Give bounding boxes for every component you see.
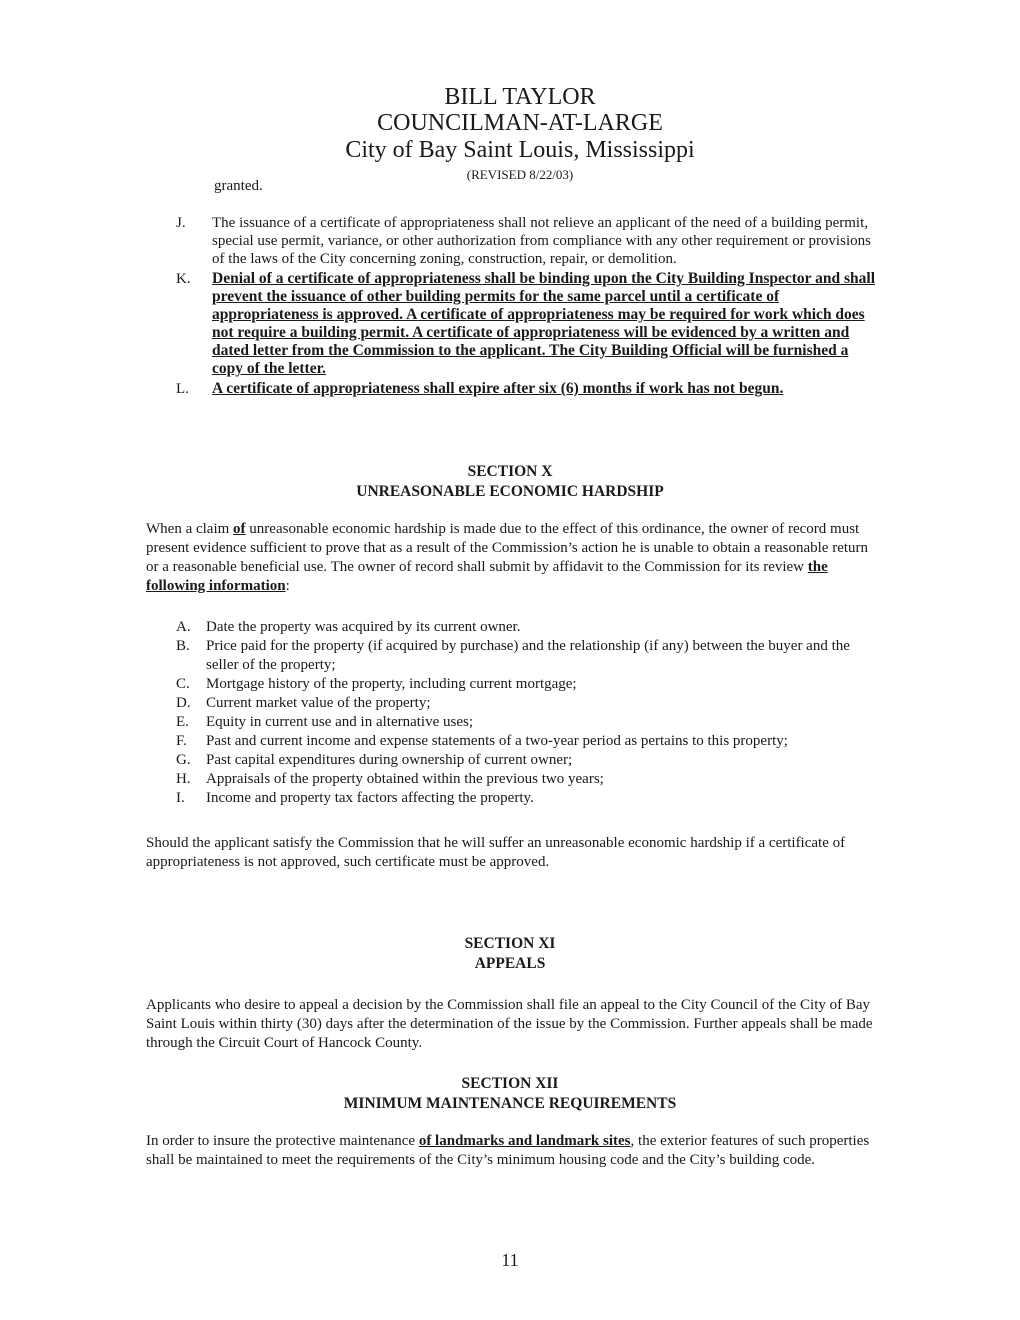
item-text: Denial of a certificate of appropriateness shall be binding upon the City Building Inspector and shall prevent the issuance of other building permits for the same parcel until a certificate of appropriateness is approved. A certificate of appropriateness may be required for work which does not require a building permit. A certificate of appropriateness will be evidenced by a written and dated letter from the Commission to the applicant. The City Building Official will be furnished a copy of the letter. — [212, 270, 875, 377]
section-xi-heading: SECTION XI — [464, 935, 556, 952]
list-letter: D. — [176, 695, 191, 711]
list-letter: C. — [176, 676, 190, 692]
intro-emphasis: the following information — [146, 559, 828, 594]
list-item — [176, 618, 876, 637]
list-item — [176, 675, 876, 694]
item-k — [176, 270, 876, 378]
list-item — [176, 751, 876, 770]
list-text: Income and property tax factors affecting the property. — [206, 790, 534, 806]
item-l — [176, 380, 876, 398]
page-number: 11 — [501, 1250, 519, 1270]
hardship-list — [176, 618, 876, 808]
intro-of: of — [233, 521, 246, 537]
section-x-intro — [146, 520, 876, 596]
list-letter: E. — [176, 714, 189, 730]
section-xii-text — [146, 1132, 876, 1170]
item-text: The issuance of a certificate of appropriateness shall not relieve an applicant of the need of a building permit, special use permit, variance, or other authorization from compliance with any other requirement or provisions of the laws of the City concerning zoning, construction, repair, or demolition. — [212, 215, 871, 267]
section-x-subheading: UNREASONABLE ECONOMIC HARDSHIP — [356, 483, 664, 500]
list-item — [176, 694, 876, 713]
city-name: City of Bay Saint Louis, Mississippi — [345, 137, 695, 163]
list-letter: I. — [176, 790, 185, 806]
list-item — [176, 789, 876, 808]
councilman-name: BILL TAYLOR — [444, 84, 596, 110]
list-letter: G. — [176, 752, 191, 768]
list-item — [176, 637, 876, 675]
list-text: Date the property was acquired by its current owner. — [206, 619, 521, 635]
section-x-heading: SECTION X — [467, 463, 553, 480]
letterhead — [300, 84, 740, 184]
item-j — [176, 214, 876, 268]
list-letter: B. — [176, 638, 190, 654]
section-x-closing: Should the applicant satisfy the Commission that he will suffer an unreasonable economic hardship if a certificate of appropriateness is not approved, such certificate must be approved. — [146, 835, 846, 870]
section-xi-subheading: APPEALS — [474, 955, 546, 972]
maintenance-emphasis: of landmarks and landmark sites — [418, 1133, 631, 1149]
list-text: Mortgage history of the property, including current mortgage; — [206, 676, 577, 692]
list-item — [176, 732, 876, 751]
list-letter: A. — [176, 619, 191, 635]
maintenance-text-2: , the exterior features of such properties shall be maintained to meet the requirements of the City’s minimum housing code and the City’s building code. — [146, 1133, 870, 1168]
continuation-text: granted. — [214, 178, 263, 194]
revision-date: (REVISED 8/22/03) — [466, 167, 574, 182]
item-letter: L. — [176, 381, 189, 397]
intro-text: When a claim — [146, 521, 234, 537]
item-letter: J. — [176, 215, 186, 231]
list-text: Past capital expenditures during ownership of current owner; — [206, 752, 573, 768]
section-xi-text: Applicants who desire to appeal a decision by the Commission shall file an appeal to the City Council of the City of Bay Saint Louis within thirty (30) days after the determination of the issue by the Commission. Further appeals shall be made through the Circuit Court of Hancock County. — [146, 997, 873, 1051]
section-xii-heading: SECTION XII — [461, 1075, 559, 1092]
intro-end: : — [285, 578, 290, 594]
list-text: Equity in current use and in alternative uses; — [206, 714, 474, 730]
item-text: A certificate of appropriateness shall expire after six (6) months if work has not begun. — [212, 380, 784, 397]
list-text: Current market value of the property; — [206, 695, 431, 711]
list-text: Appraisals of the property obtained within the previous two years; — [206, 771, 604, 787]
section-xii-subheading: MINIMUM MAINTENANCE REQUIREMENTS — [343, 1095, 677, 1112]
intro-text-2: unreasonable economic hardship is made due to the effect of this ordinance, the owner of record must present evidence sufficient to prove that as a result of the Commission’s action he is unable to obtain a reasonable return or a reasonable beneficial use. The owner of record shall submit by affidavit to the Commission for its review — [146, 521, 869, 575]
section-items — [176, 214, 876, 400]
list-letter: H. — [176, 771, 191, 787]
list-item — [176, 770, 876, 789]
councilman-title: COUNCILMAN-AT-LARGE — [377, 110, 663, 136]
maintenance-text: In order to insure the protective maintenance — [146, 1133, 419, 1149]
item-letter: K. — [176, 271, 191, 287]
list-item — [176, 713, 876, 732]
list-letter: F. — [176, 733, 187, 749]
list-text: Price paid for the property (if acquired by purchase) and the relationship (if any) between the buyer and the seller of the property; — [206, 638, 850, 673]
list-text: Past and current income and expense statements of a two-year period as pertains to this property; — [206, 733, 788, 749]
